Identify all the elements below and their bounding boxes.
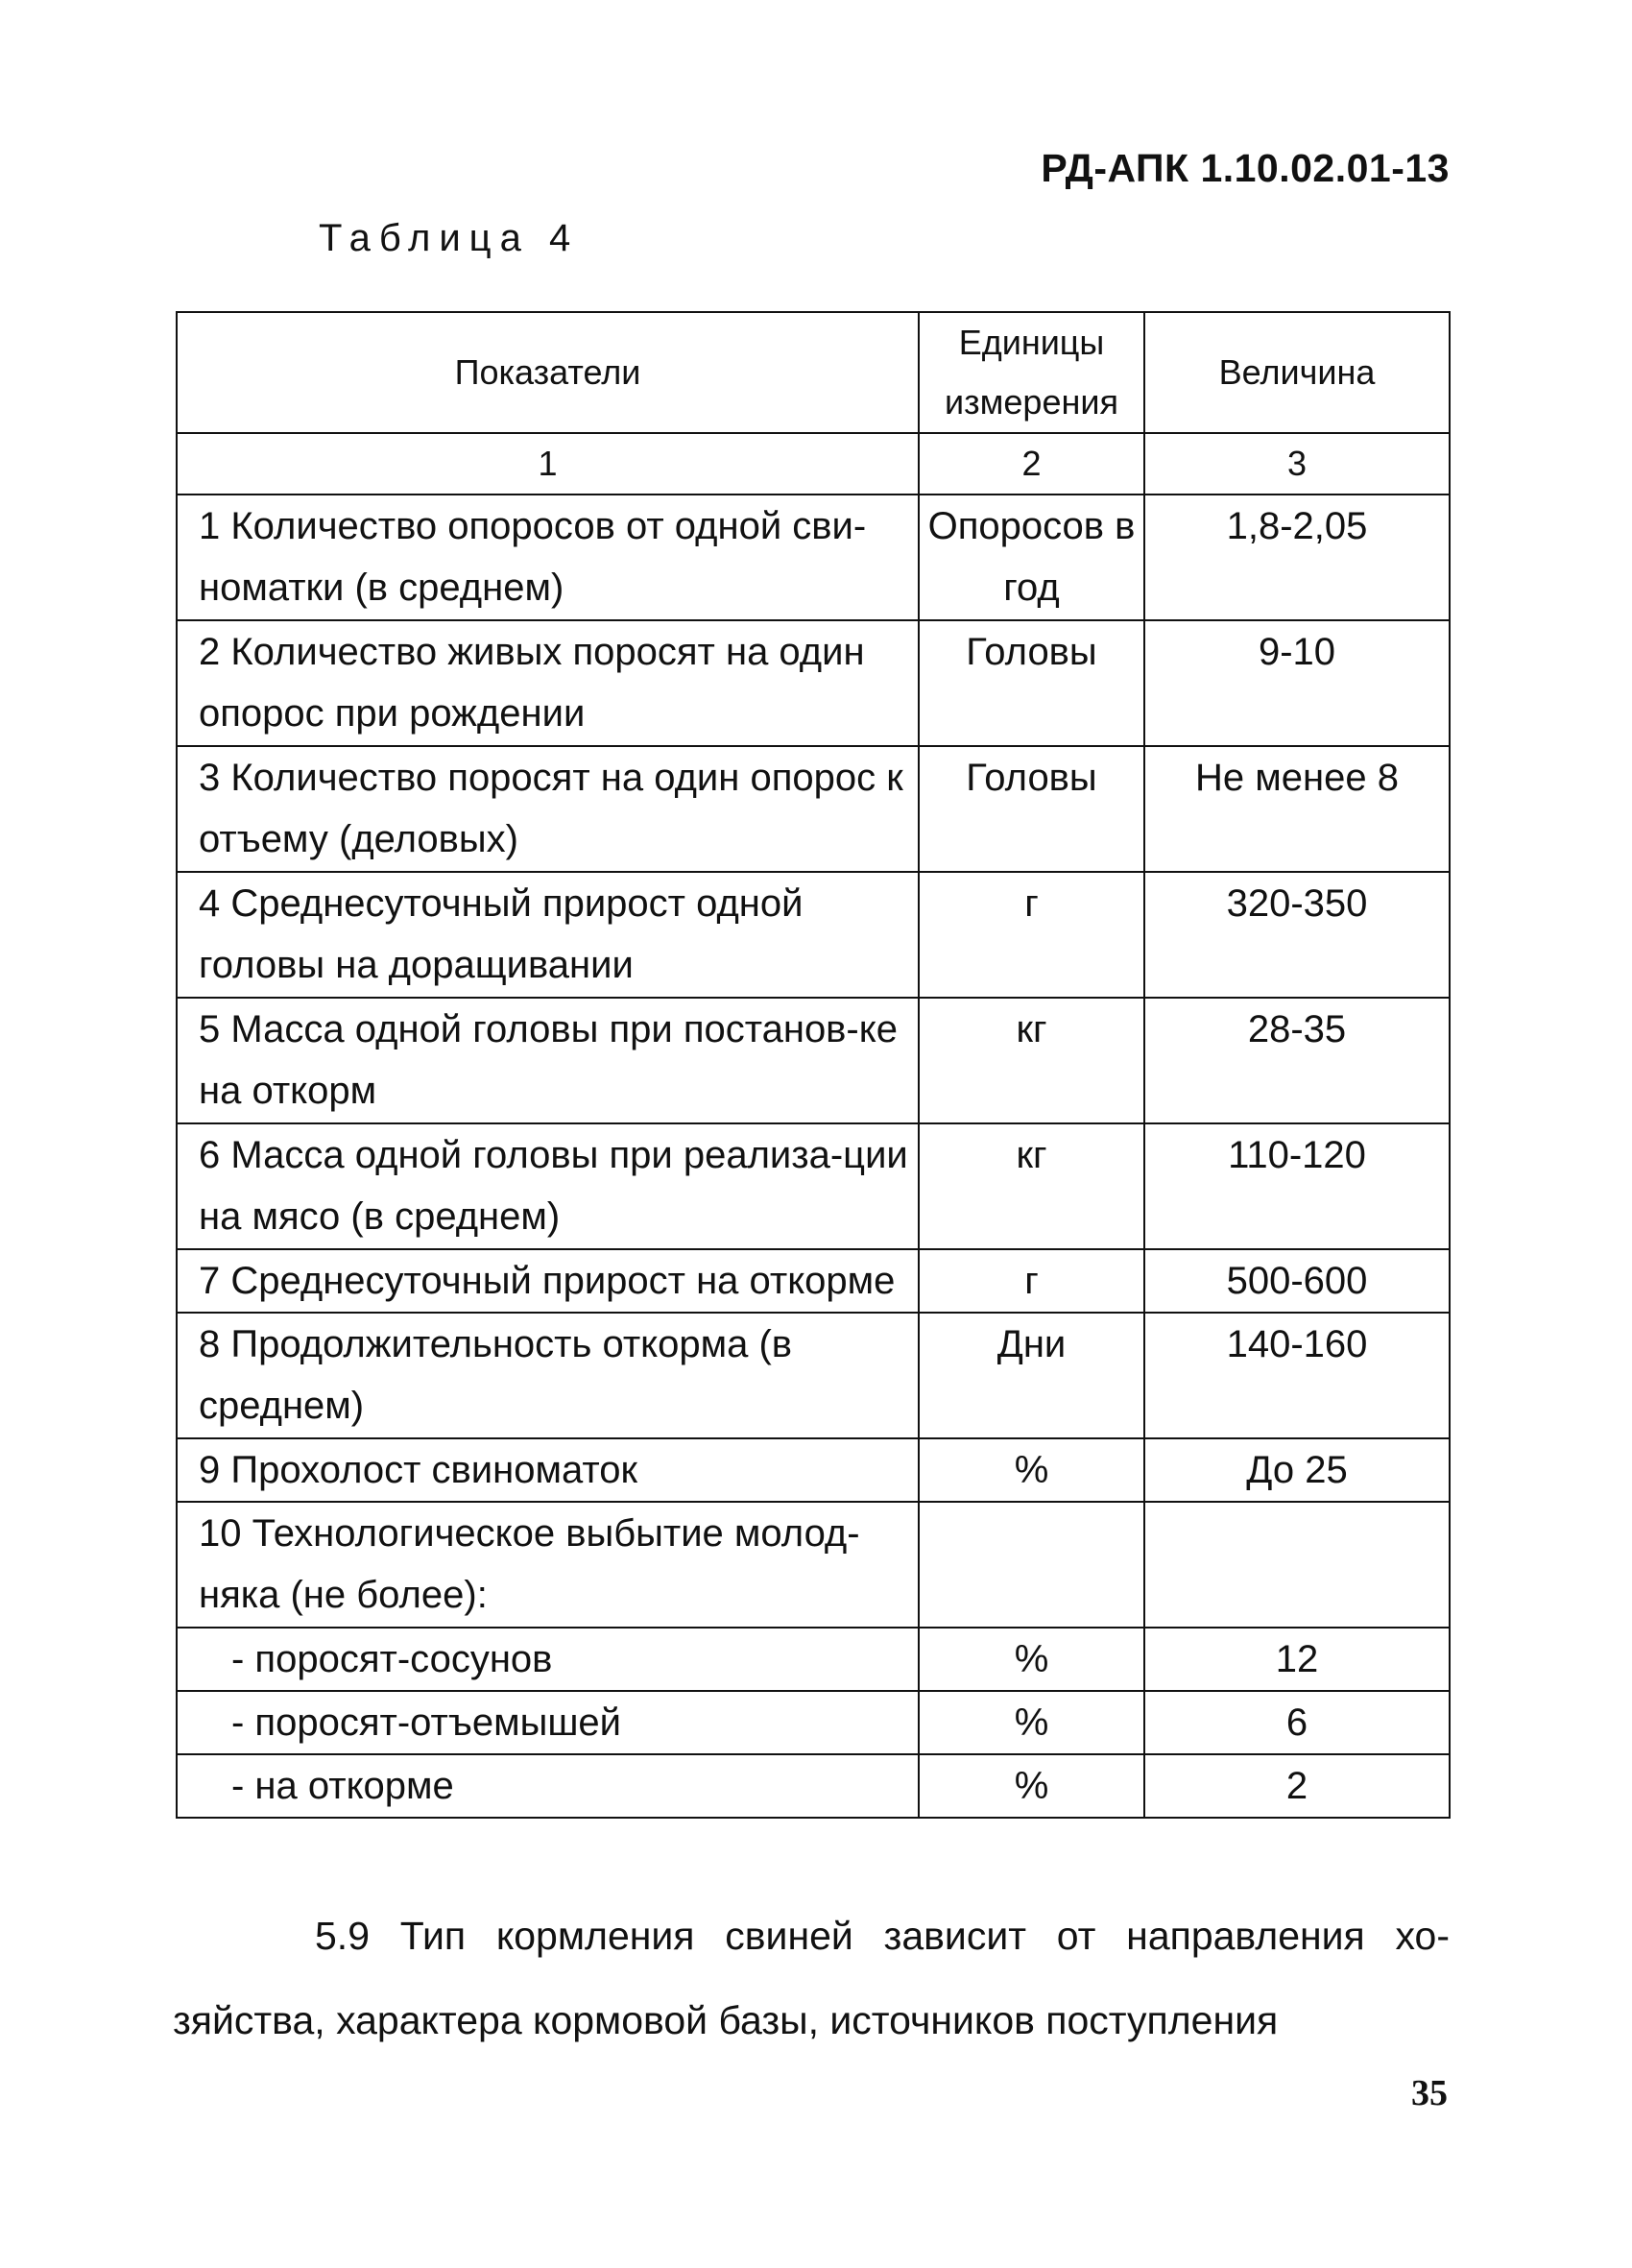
- value-cell: Не менее 8: [1144, 746, 1450, 872]
- table-row: [177, 872, 1450, 998]
- column-number-row: [177, 433, 1450, 495]
- indicators-table: [176, 311, 1451, 1819]
- indicator-cell: 6 Масса одной головы при реализа-ции на мясо (в среднем): [177, 1123, 919, 1249]
- column-number: 2: [919, 433, 1144, 495]
- table-row: [177, 1313, 1450, 1438]
- value-cell: До 25: [1144, 1438, 1450, 1502]
- unit-cell: Головы: [919, 746, 1144, 872]
- unit-cell: Опоросов в год: [919, 495, 1144, 620]
- table-row: [177, 620, 1450, 746]
- table-row: [177, 1502, 1450, 1628]
- value-cell: 500-600: [1144, 1249, 1450, 1313]
- document-code: РД-АПК 1.10.02.01-13: [1041, 146, 1450, 190]
- indicator-cell: 10 Технологическое выбытие молод-няка (не более):: [177, 1502, 919, 1628]
- table-row: [177, 1628, 1450, 1691]
- unit-cell: Головы: [919, 620, 1144, 746]
- table-caption: Таблица 4: [319, 217, 580, 259]
- indicator-cell: 5 Масса одной головы при постанов-ке на откорм: [177, 998, 919, 1123]
- column-header-value: Величина: [1144, 312, 1450, 433]
- indicator-cell: 1 Количество опоросов от одной сви-номатки (в среднем): [177, 495, 919, 620]
- table-row: [177, 746, 1450, 872]
- indicator-cell: 3 Количество поросят на один опорос к отъему (деловых): [177, 746, 919, 872]
- value-cell: 12: [1144, 1628, 1450, 1691]
- indicator-cell: 2 Количество живых поросят на один опорос при рождении: [177, 620, 919, 746]
- unit-cell: г: [919, 872, 1144, 998]
- value-cell: 140-160: [1144, 1313, 1450, 1438]
- unit-cell: %: [919, 1438, 1144, 1502]
- value-cell: 110-120: [1144, 1123, 1450, 1249]
- table-row: [177, 495, 1450, 620]
- value-cell: [1144, 1502, 1450, 1628]
- unit-cell: кг: [919, 1123, 1144, 1249]
- table-row: [177, 1754, 1450, 1818]
- table-row: [177, 998, 1450, 1123]
- indicator-cell: 8 Продолжительность откорма (в среднем): [177, 1313, 919, 1438]
- unit-cell: %: [919, 1691, 1144, 1754]
- value-cell: 28-35: [1144, 998, 1450, 1123]
- column-number: 3: [1144, 433, 1450, 495]
- indicator-cell: 4 Среднесуточный прирост одной головы на доращивании: [177, 872, 919, 998]
- table-row: [177, 1438, 1450, 1502]
- value-cell: 320-350: [1144, 872, 1450, 998]
- unit-cell: %: [919, 1754, 1144, 1818]
- table-row: [177, 1123, 1450, 1249]
- unit-cell: г: [919, 1249, 1144, 1313]
- column-header-indicators: Показатели: [177, 312, 919, 433]
- unit-cell: %: [919, 1628, 1144, 1691]
- column-number: 1: [177, 433, 919, 495]
- unit-cell: кг: [919, 998, 1144, 1123]
- indicator-cell: 9 Прохолост свиноматок: [177, 1438, 919, 1502]
- page-number: 35: [1411, 2073, 1448, 2113]
- table-header-row: [177, 312, 1450, 433]
- value-cell: 2: [1144, 1754, 1450, 1818]
- table-row: [177, 1249, 1450, 1313]
- body-paragraph: [173, 1894, 1450, 2063]
- unit-cell: [919, 1502, 1144, 1628]
- indicator-cell: - поросят-отъемышей: [177, 1691, 919, 1754]
- indicator-cell: 7 Среднесуточный прирост на откорме: [177, 1249, 919, 1313]
- indicator-cell: - поросят-сосунов: [177, 1628, 919, 1691]
- indicator-cell: - на откорме: [177, 1754, 919, 1818]
- value-cell: 9-10: [1144, 620, 1450, 746]
- value-cell: 6: [1144, 1691, 1450, 1754]
- value-cell: 1,8-2,05: [1144, 495, 1450, 620]
- table-row: [177, 1691, 1450, 1754]
- paragraph-text: 5.9 Тип кормления свиней зависит от направления хо-зяйства, характера кормовой базы, источников поступления: [173, 1914, 1450, 2042]
- column-header-units: Единицы измерения: [919, 312, 1144, 433]
- unit-cell: Дни: [919, 1313, 1144, 1438]
